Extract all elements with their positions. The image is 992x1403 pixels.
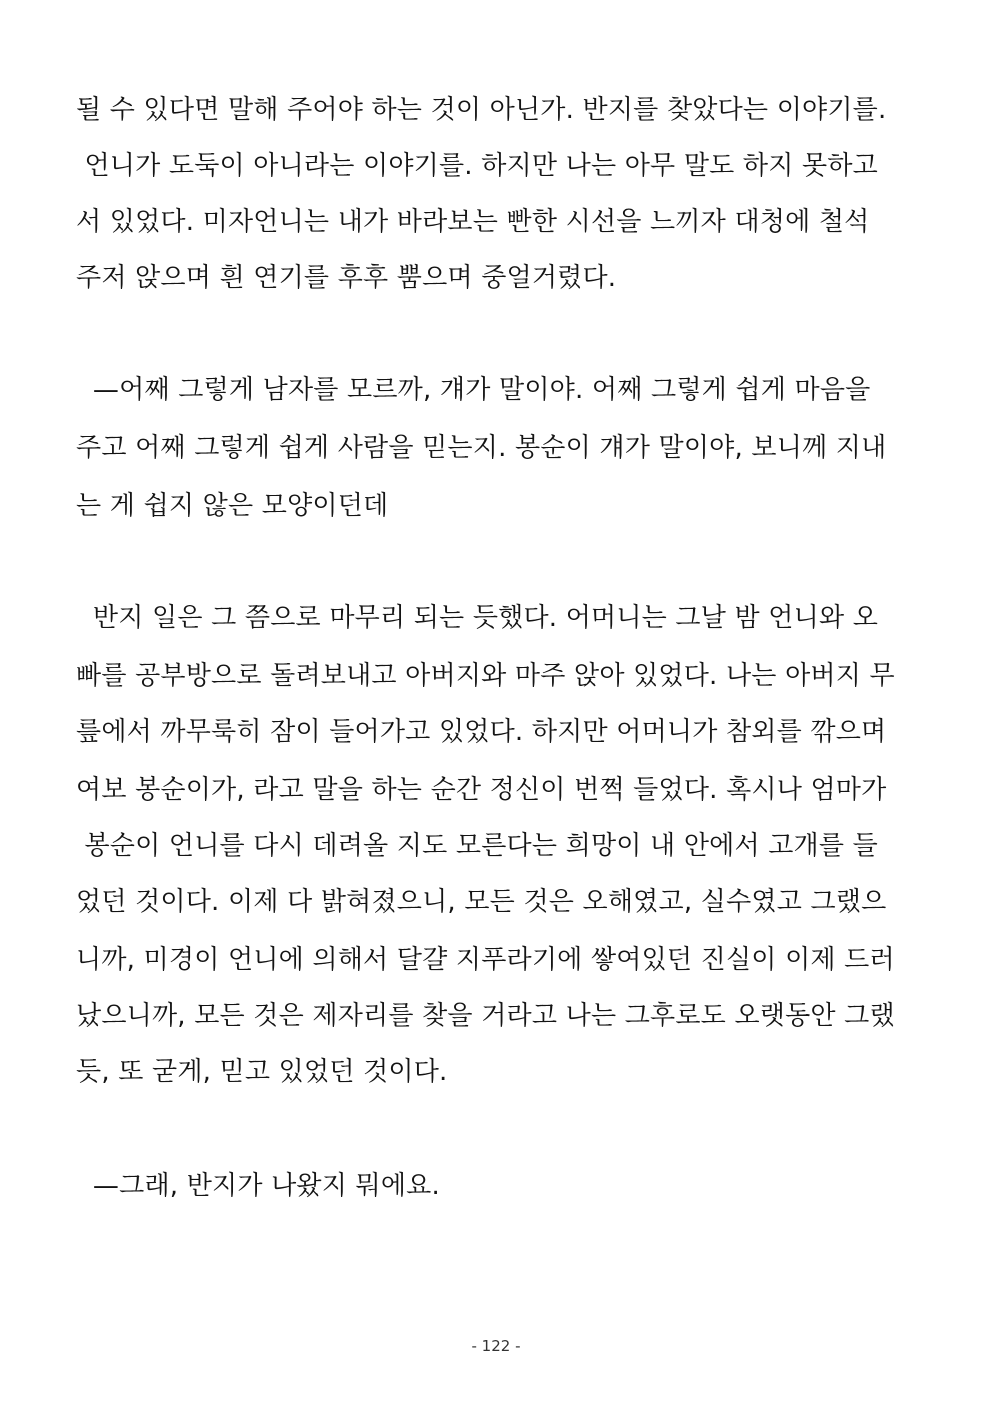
text-line: 될 수 있다면 말해 주어야 하는 것이 아닌가. 반지를 찾았다는 이야기를. <box>76 95 887 125</box>
text-line: 여보 봉순이가, 라고 말을 하는 순간 정신이 번쩍 들었다. 혹시나 엄마가 <box>76 775 887 805</box>
text-line: 니까, 미경이 언니에 의해서 달걀 지푸라기에 쌓여있던 진실이 이제 드러 <box>76 945 895 975</box>
text-line: 반지 일은 그 쯤으로 마무리 되는 듯했다. 어머니는 그날 밤 언니와 오 <box>76 603 879 633</box>
text-line: 었던 것이다. 이제 다 밝혀졌으니, 모든 것은 오해였고, 실수였고 그랬으 <box>76 887 887 917</box>
text-line: 났으니까, 모든 것은 제자리를 찾을 거라고 나는 그후로도 오랫동안 그랬 <box>76 1001 895 1031</box>
text-line: 주저 앉으며 흰 연기를 후후 뿜으며 중얼거렸다. <box>76 263 617 293</box>
text-line: 서 있었다. 미자언니는 내가 바라보는 빤한 시선을 느끼자 대청에 철석 <box>76 207 870 237</box>
text-line: 봉순이 언니를 다시 데려올 지도 모른다는 희망이 내 안에서 고개를 들 <box>76 831 878 861</box>
text-line: 는 게 쉽지 않은 모양이던데 <box>76 491 389 521</box>
text-line: 언니가 도둑이 아니라는 이야기를. 하지만 나는 아무 말도 하지 못하고 <box>76 151 878 181</box>
text-line: 주고 어째 그렇게 쉽게 사람을 믿는지. 봉순이 걔가 말이야, 보니께 지내 <box>76 433 887 463</box>
text-line: 릎에서 까무룩히 잠이 들어가고 있었다. 하지만 어머니가 참외를 깎으며 <box>76 717 887 747</box>
text-line: —그래, 반지가 나왔지 뭐에요. <box>76 1171 440 1201</box>
text-line: —어째 그렇게 남자를 모르까, 걔가 말이야. 어째 그렇게 쉽게 마음을 <box>76 375 871 405</box>
page-number: - 122 - <box>471 1337 521 1355</box>
text-line: 듯, 또 굳게, 믿고 있었던 것이다. <box>76 1057 448 1087</box>
text-line: 빠를 공부방으로 돌려보내고 아버지와 마주 앉아 있었다. 나는 아버지 무 <box>76 661 895 691</box>
